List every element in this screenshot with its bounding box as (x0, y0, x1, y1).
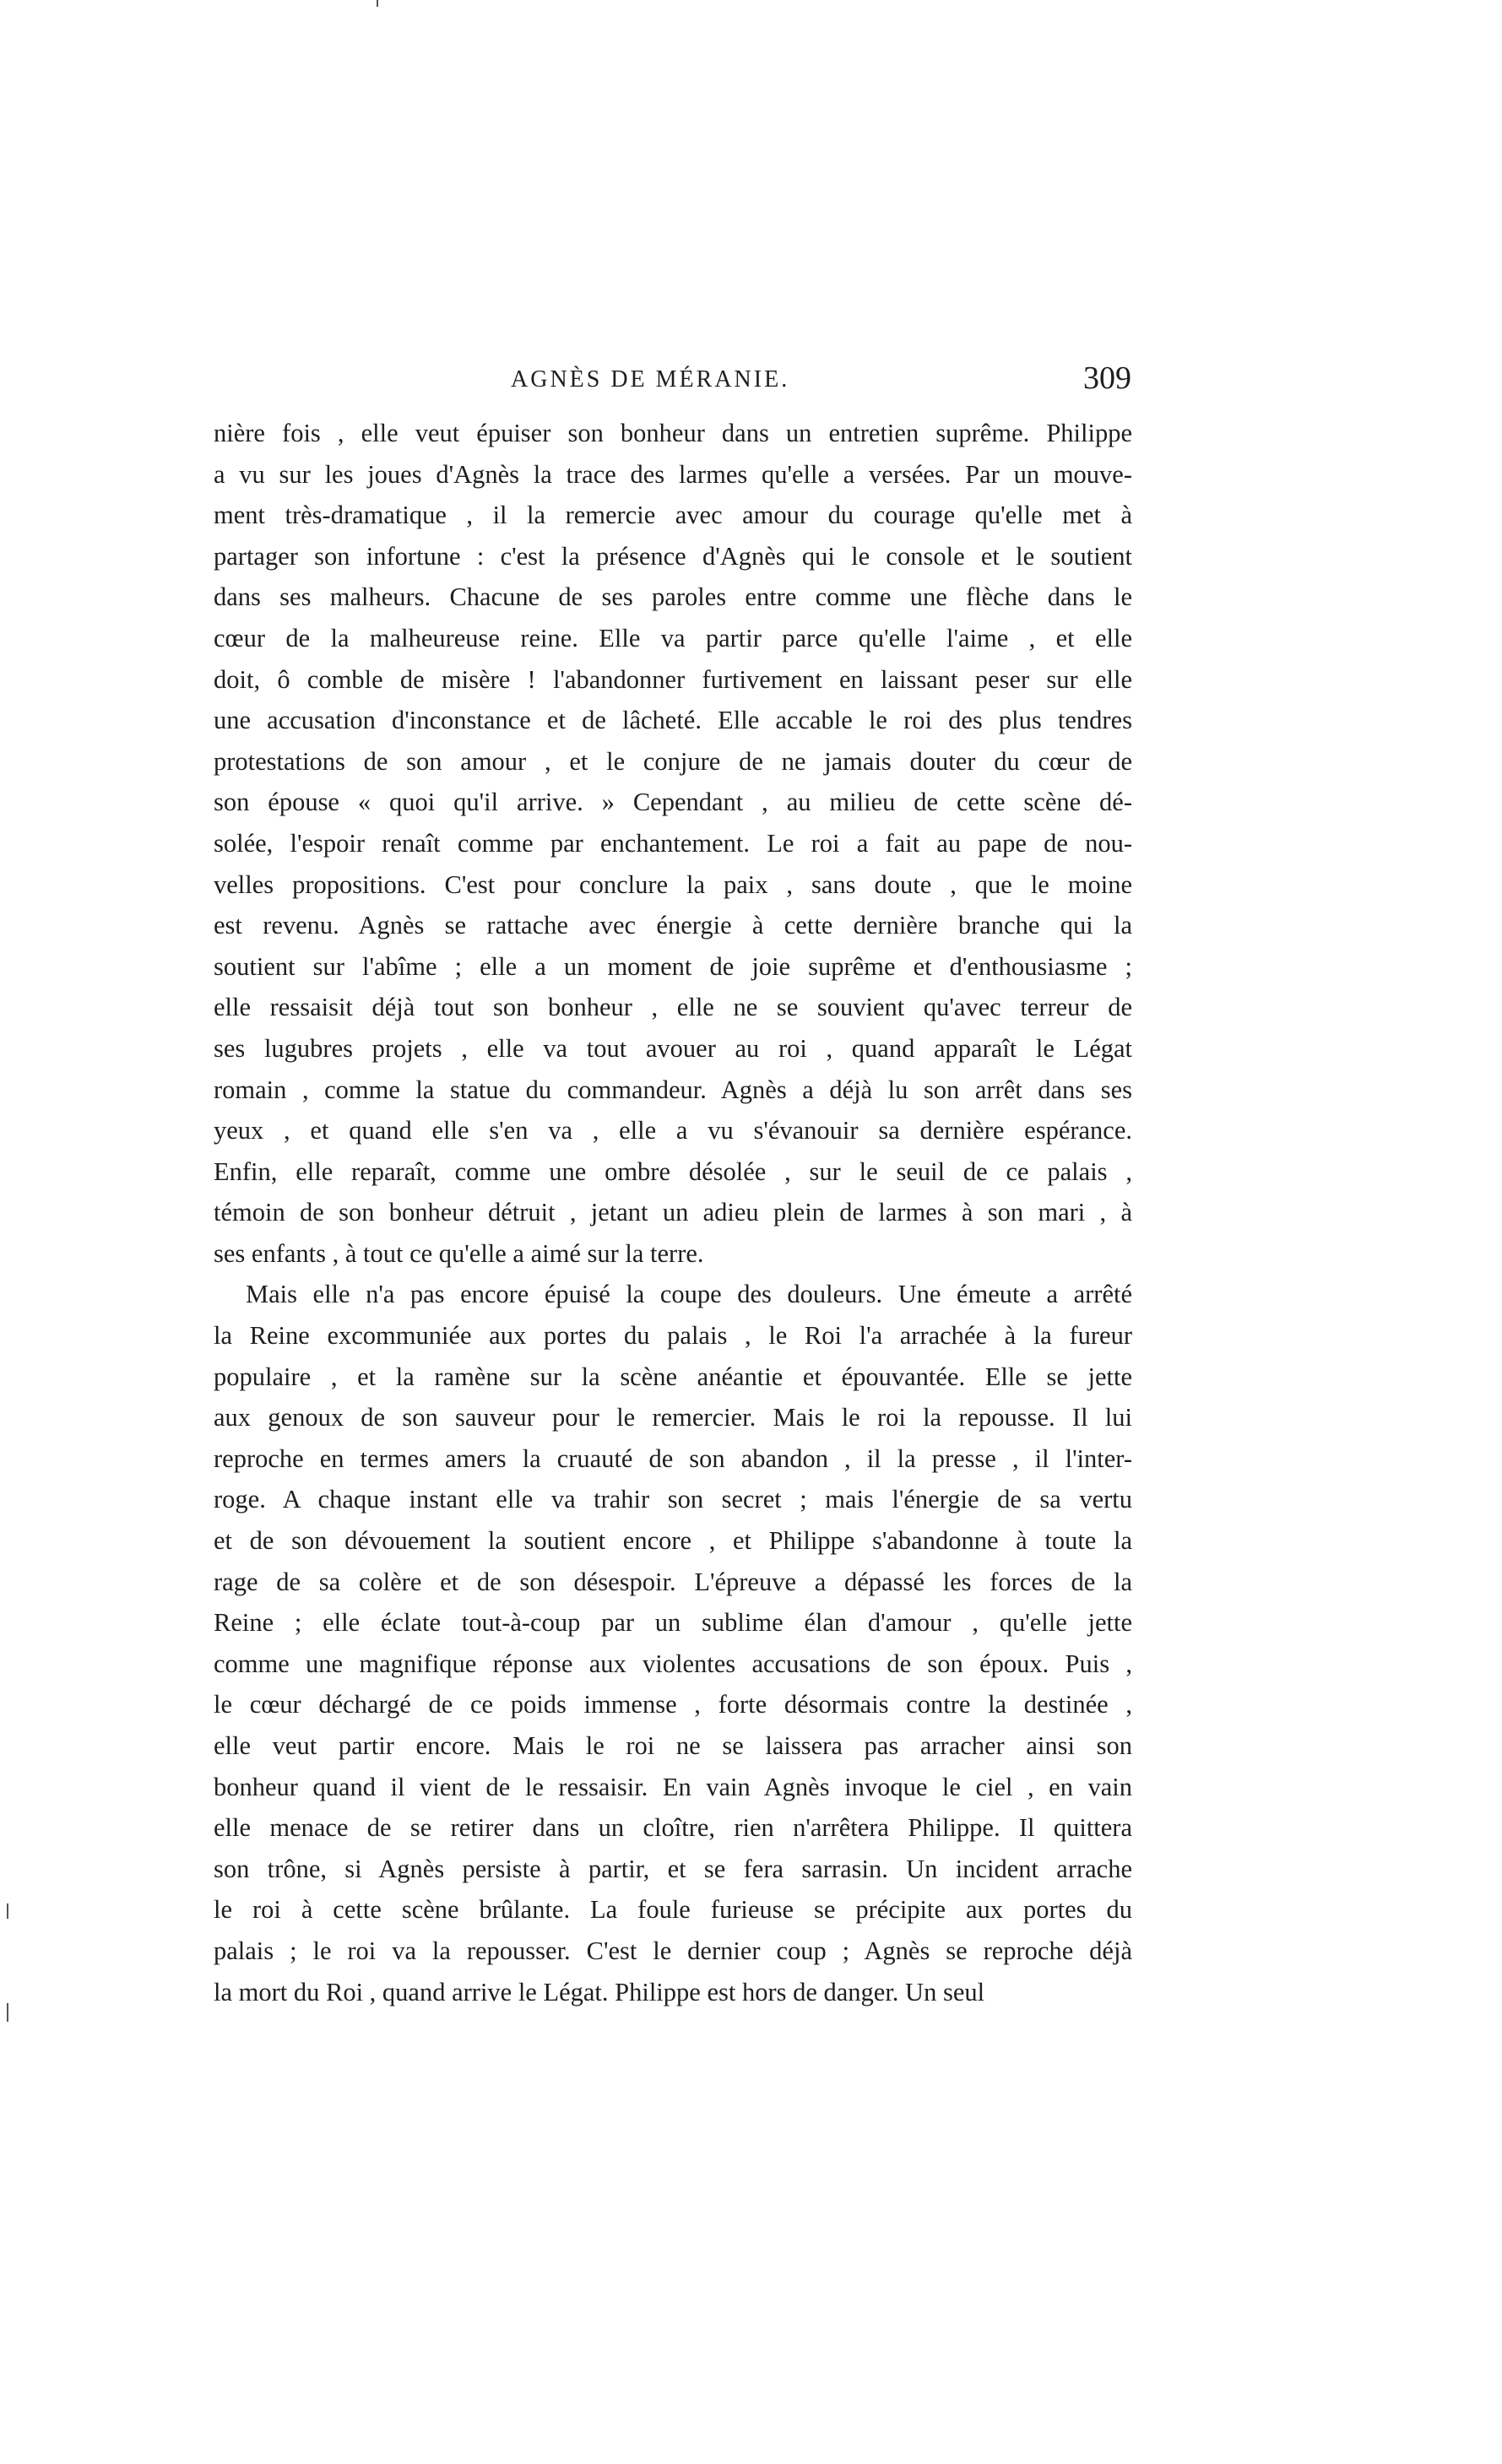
text-line: reproche en termes amers la cruauté de son abandon , il la presse , il l'inter- (214, 1443, 1132, 1473)
text-line: le cœur déchargé de ce poids immense , forte désormais contre la destinée , (214, 1690, 1132, 1719)
body-text (214, 413, 1132, 2012)
text-line: la mort du Roi , quand arrive le Légat. Philippe est hors de danger. Un seul (214, 1977, 985, 2006)
text-line: a vu sur les joues d'Agnès la trace des larmes qu'elle a versées. Par un mouve- (214, 459, 1132, 489)
text-line: son épouse « quoi qu'il arrive. » Cependant , au milieu de cette scène dé- (214, 788, 1132, 817)
text-line: comme une magnifique réponse aux violentes accusations de son époux. Puis , (214, 1649, 1132, 1678)
text-line: populaire , et la ramène sur la scène anéantie et épouvantée. Elle se jette (214, 1362, 1132, 1391)
text-line: elle menace de se retirer dans un cloître, rien n'arrêtera Philippe. Il quittera (214, 1813, 1132, 1843)
page-number: 309 (1083, 360, 1131, 396)
text-line: nière fois , elle veut épuiser son bonheur dans un entretien suprême. Philippe (214, 419, 1132, 447)
scan-speck (7, 1904, 8, 1919)
text-line: ses lugubres projets , elle va tout avouer au roi , quand apparaît le Légat (214, 1033, 1132, 1063)
text-line: roge. A chaque instant elle va trahir son secret ; mais l'énergie de sa vertu (214, 1485, 1132, 1514)
scan-speck (377, 0, 378, 7)
text-line: yeux , et quand elle s'en va , elle a vu s'évanouir sa dernière espérance. (214, 1116, 1132, 1145)
text-line: témoin de son bonheur détruit , jetant un adieu plein de larmes à son mari , à (214, 1198, 1132, 1227)
running-title: AGNÈS DE MÉRANIE. (511, 366, 790, 393)
text-line: elle ressaisit déjà tout son bonheur , elle ne se souvient qu'avec terreur de (214, 993, 1132, 1022)
text-line: protestations de son amour , et le conjure de ne jamais douter du cœur de (214, 746, 1132, 776)
text-line: aux genoux de son sauveur pour le remercier. Mais le roi la repousse. Il lui (214, 1403, 1132, 1432)
text-line: et de son dévouement la soutient encore , et Philippe s'abandonne à toute la (214, 1526, 1132, 1556)
text-line: bonheur quand il vient de le ressaisir. En vain Agnès invoque le ciel , en vain (214, 1772, 1132, 1801)
scan-speck (7, 2003, 8, 2022)
paragraph (214, 413, 1132, 1274)
text-line: une accusation d'inconstance et de lâcheté. Elle accable le roi des plus tendres (214, 706, 1132, 735)
text-line: rage de sa colère et de son désespoir. L'épreuve a dépassé les forces de la (214, 1567, 1132, 1596)
page-header (211, 360, 1131, 402)
text-line: velles propositions. C'est pour conclure la paix , sans doute , que le moine (214, 869, 1132, 899)
text-line: Reine ; elle éclate tout-à-coup par un sublime élan d'amour , qu'elle jette (214, 1608, 1132, 1638)
text-line: dans ses malheurs. Chacune de ses paroles entre comme une flèche dans le (214, 582, 1132, 612)
text-line: Enfin, elle reparaît, comme une ombre désolée , sur le seuil de ce palais , (214, 1156, 1132, 1186)
text-line: son trône, si Agnès persiste à partir, et se fera sarrasin. Un incident arrache (214, 1854, 1132, 1883)
text-line: la Reine excommuniée aux portes du palais , le Roi l'a arrachée à la fureur (214, 1321, 1132, 1351)
text-line: soutient sur l'abîme ; elle a un moment de joie suprême et d'enthousiasme ; (214, 951, 1132, 981)
text-line: palais ; le roi va la repousser. C'est le dernier coup ; Agnès se reproche déjà (214, 1936, 1132, 1965)
text-line: le roi à cette scène brûlante. La foule furieuse se précipite aux portes du (214, 1895, 1132, 1925)
text-line: romain , comme la statue du commandeur. Agnès a déjà lu son arrêt dans ses (214, 1075, 1132, 1104)
paragraph (214, 1274, 1132, 2012)
text-line: Mais elle n'a pas encore épuisé la coupe des douleurs. Une émeute a arrêté (246, 1280, 1132, 1309)
text-line: cœur de la malheureuse reine. Elle va partir parce qu'elle l'aime , et elle (214, 623, 1132, 653)
text-line: doit, ô comble de misère ! l'abandonner furtivement en laissant peser sur elle (214, 664, 1132, 694)
text-line: ment très-dramatique , il la remercie avec amour du courage qu'elle met à (214, 501, 1132, 530)
text-line: ses enfants , à tout ce qu'elle a aimé sur la terre. (214, 1238, 704, 1268)
text-line: elle veut partir encore. Mais le roi ne se laissera pas arracher ainsi son (214, 1731, 1132, 1760)
text-line: partager son infortune : c'est la présence d'Agnès qui le console et le soutient (214, 541, 1132, 571)
text-line: solée, l'espoir renaît comme par enchantement. Le roi a fait au pape de nou- (214, 828, 1132, 858)
text-line: est revenu. Agnès se rattache avec énergie à cette dernière branche qui la (214, 911, 1132, 940)
